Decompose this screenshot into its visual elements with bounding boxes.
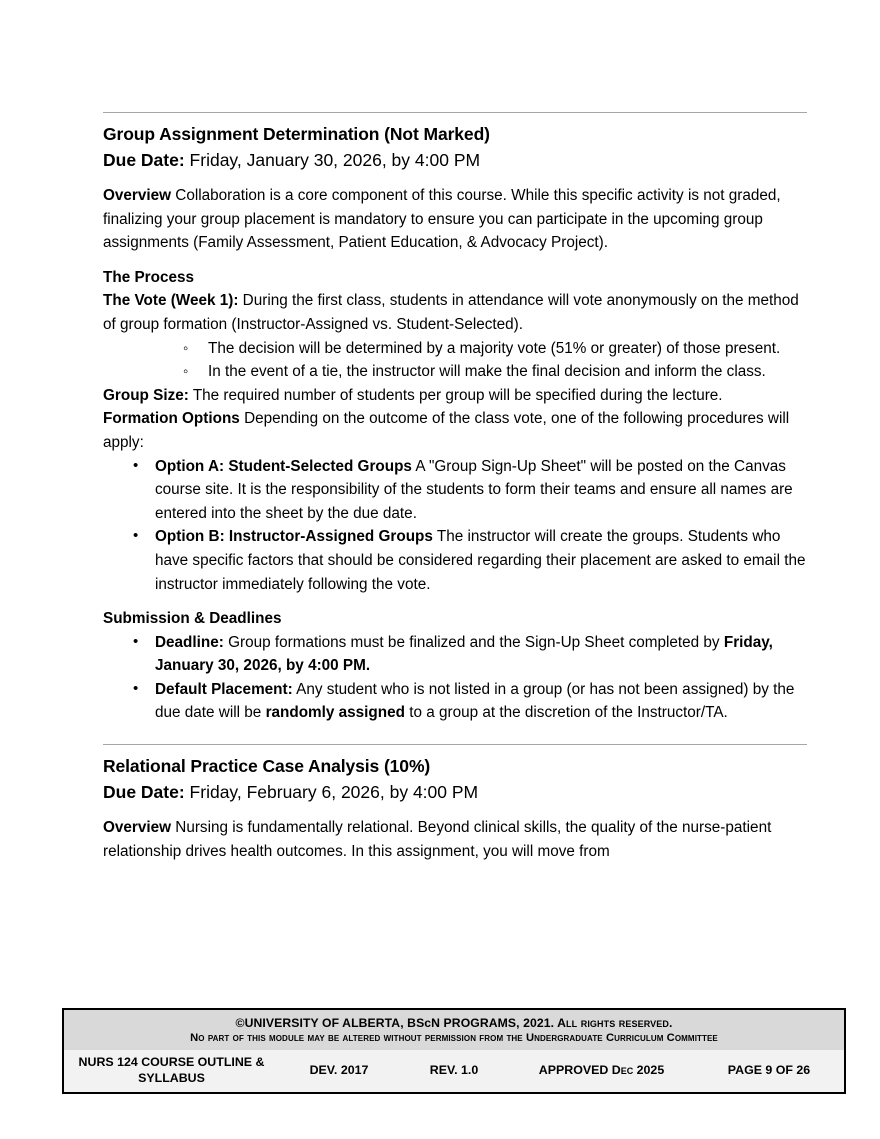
page-content <box>103 112 807 874</box>
footer-course-cell: NURS 124 COURSE OUTLINE & SYLLABUS <box>78 1055 265 1085</box>
footer-page-cell: PAGE 9 OF 26 <box>727 1063 811 1077</box>
submission-list <box>103 631 807 725</box>
footer-info-row <box>64 1050 844 1092</box>
footer-copyright-line <box>70 1015 838 1031</box>
section-title: Relational Practice Case Analysis (10%) <box>103 756 431 777</box>
default-placement-text: Any student who is not listed in a group (or has not been assigned) by the due date will be <box>155 680 795 722</box>
deadline-text: Group formations must be finalized and the Sign-Up Sheet completed by <box>223 633 724 651</box>
overview-label: Overview <box>103 819 172 837</box>
section-divider-rule <box>103 112 807 113</box>
option-b-text: The instructor will create the groups. Students who have specific factors that should be considered regarding their placement are asked to email the instructor immediately following the vote. <box>155 528 806 593</box>
due-date-line <box>103 779 807 805</box>
vote-subitem-text: The decision will be determined by a majority vote (51% or greater) of those present. <box>208 339 781 357</box>
vote-subitem-text: In the event of a tie, the instructor will make the final decision and inform the class. <box>208 363 766 381</box>
spacer <box>103 596 807 607</box>
process-heading: The Process <box>103 268 194 286</box>
page-footer <box>62 1008 846 1094</box>
section-group-assignment <box>103 112 807 725</box>
overview-label: Overview <box>103 187 172 204</box>
group-size-label: Group Size: <box>103 386 189 404</box>
footer-dev-cell: DEV. 2017 <box>309 1063 369 1077</box>
overview-text: Nursing is fundamentally relational. Beyond clinical skills, the quality of the nurse-patient relationship drives health outcomes. In this assignment, you will move from <box>103 819 772 860</box>
section-title: Group Assignment Determination (Not Marked) <box>103 124 490 144</box>
footer-rev-cell: REV. 1.0 <box>429 1063 479 1077</box>
group-size-text: The required number of students per group will be specified during the lecture. <box>188 386 723 404</box>
approved-label: APPROVED <box>538 1063 612 1077</box>
group-size-paragraph <box>103 384 807 408</box>
section-divider-rule <box>103 744 807 745</box>
vote-label: The Vote (Week 1): <box>103 292 239 310</box>
list-item <box>103 678 807 725</box>
list-item <box>103 631 807 678</box>
list-item <box>103 455 807 526</box>
due-date-line <box>103 147 807 173</box>
section-relational-practice <box>103 744 807 863</box>
due-date-label: Due Date: <box>103 782 185 803</box>
due-date-value: Friday, January 30, 2026, by 4:00 PM <box>184 150 481 170</box>
formation-options-list <box>103 455 807 597</box>
spacer <box>103 725 807 744</box>
vote-text: During the first class, students in attendance will vote anonymously on the method of group formation (Instructor-Assigned vs. Student-Selected). <box>103 292 799 333</box>
copyright-main: ©UNIVERSITY OF ALBERTA, BScN PROGRAMS, 2021. <box>235 1016 555 1030</box>
overview-paragraph <box>103 816 807 863</box>
deadline-label: Deadline: <box>155 633 224 651</box>
overview-text: Collaboration is a core component of this course. While this specific activity is not graded, finalizing your group placement is mandatory to ensure you can participate in the upcoming group assignments (Family Assessment, Patient Education, & Advocacy Project). <box>103 187 781 252</box>
option-b-label: Option B: Instructor-Assigned Groups <box>155 528 433 546</box>
option-a-text: A "Group Sign-Up Sheet" will be posted on the Canvas course site. It is the responsibility of the students to form their teams and ensure all names are entered into the sheet by the due date. <box>155 457 793 522</box>
formation-options-label: Formation Options <box>103 410 240 428</box>
footer-notice-line: No part of this module may be altered without permission from the Undergraduate Curriculum Committee <box>190 1032 718 1044</box>
overview-paragraph <box>103 184 807 255</box>
due-date-value: Friday, February 6, 2026, by 4:00 PM <box>184 782 479 803</box>
option-a-label: Option A: Student-Selected Groups <box>155 457 412 475</box>
submission-heading: Submission & Deadlines <box>103 610 282 628</box>
approved-month: Dec <box>611 1063 634 1077</box>
vote-sublist <box>103 337 807 384</box>
approved-year: 2025 <box>633 1063 665 1077</box>
list-item <box>103 360 807 384</box>
default-placement-text-end: to a group at the discretion of the Instructor/TA. <box>404 704 728 722</box>
footer-approved-cell <box>509 1062 694 1078</box>
vote-paragraph <box>103 289 807 336</box>
copyright-rights: All rights reserved. <box>554 1016 673 1030</box>
due-date-label: Due Date: <box>103 150 185 170</box>
formation-options-paragraph <box>103 407 807 454</box>
deadline-date: Friday, January 30, 2026, by 4:00 PM. <box>155 633 773 675</box>
list-item <box>103 337 807 361</box>
randomly-assigned-emphasis: randomly assigned <box>265 704 405 722</box>
formation-options-text: Depending on the outcome of the class vote, one of the following procedures will apply: <box>103 410 790 451</box>
list-item <box>103 525 807 596</box>
default-placement-label: Default Placement: <box>155 680 293 698</box>
footer-copyright-block <box>64 1010 844 1050</box>
